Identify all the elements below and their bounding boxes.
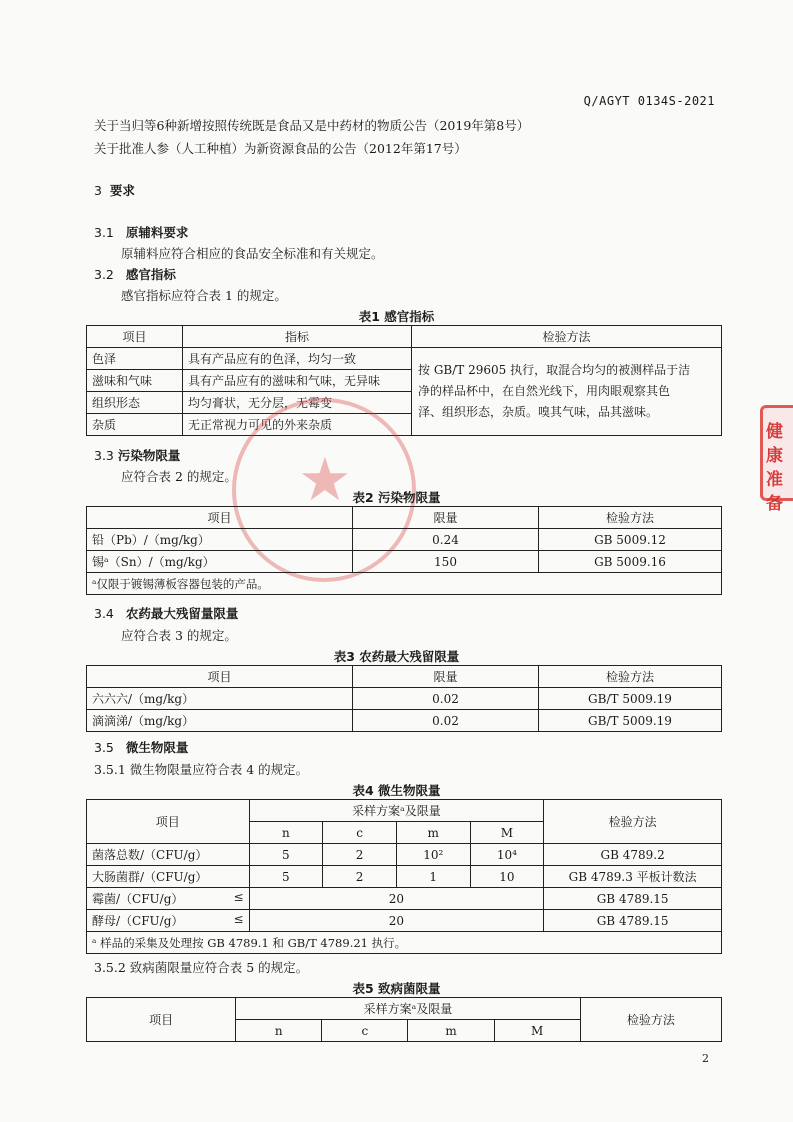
- table-header: 采样方案ᵃ及限量: [249, 800, 544, 822]
- table-header: 采样方案ᵃ及限量: [236, 998, 581, 1020]
- table-4-title: 表4 微生物限量: [352, 783, 441, 798]
- table-cell: 0.02: [353, 688, 539, 710]
- section-3-5-1-text: 3.5.1 微生物限量应符合表 4 的规定。: [94, 762, 309, 777]
- section-3-heading: [94, 181, 135, 199]
- section-number: 3.3: [94, 448, 114, 463]
- table-2-title: 表2 污染物限量: [352, 490, 441, 505]
- item-label: 霉菌/（CFU/g）: [92, 892, 184, 906]
- table-cell: 色泽: [87, 348, 183, 370]
- table-cell: 滋味和气味: [87, 370, 183, 392]
- section-number: 3.4: [94, 606, 114, 621]
- section-3-1-heading: [94, 223, 188, 241]
- table-cell: GB 4789.15: [544, 910, 722, 932]
- section-title: 农药最大残留量限量: [125, 606, 239, 621]
- table-5-title: 表5 致病菌限量: [352, 981, 441, 996]
- table-cell: GB/T 5009.19: [539, 710, 722, 732]
- reference-line: 关于当归等6种新增按照传统既是食品又是中药材的物质公告（2019年第8号）: [94, 118, 530, 133]
- stamp-star-icon: ★: [298, 445, 352, 515]
- table-subheader: M: [494, 1020, 580, 1042]
- table-cell: 0.24: [353, 529, 539, 551]
- table-cell: 菌落总数/（CFU/g）: [87, 844, 250, 866]
- section-3-1-text: 原辅料应符合相应的食品安全标准和有关规定。: [121, 246, 384, 261]
- table-subheader: c: [323, 822, 397, 844]
- section-number: 3.1: [94, 225, 114, 240]
- table-3: [86, 665, 722, 732]
- method-line: 泽、组织形态，杂质。嗅其气味，品其滋味。: [418, 405, 659, 419]
- table-cell: 10⁴: [470, 844, 544, 866]
- table-cell: GB 5009.12: [539, 529, 722, 551]
- table-cell: [87, 888, 250, 910]
- method-line: 净的样品杯中，在自然光线下，用肉眼观察其色: [418, 384, 671, 398]
- table-row: [87, 910, 722, 932]
- table-cell: 1: [396, 866, 470, 888]
- table-header: 项目: [87, 800, 250, 844]
- section-3-3-text: 应符合表 2 的规定。: [121, 469, 237, 484]
- table-cell: 无正常视力可见的外来杂质: [183, 414, 412, 436]
- table-cell: 5: [249, 844, 323, 866]
- table-1-title: 表1 感官指标: [358, 309, 435, 324]
- table-cell: 0.02: [353, 710, 539, 732]
- section-3-4-heading: [94, 604, 238, 622]
- table-cell: 150: [353, 551, 539, 573]
- table-cell: 锡ᵃ（Sn）/（mg/kg）: [87, 551, 353, 573]
- table-cell: 10: [470, 866, 544, 888]
- table-header: 项目: [87, 998, 236, 1042]
- table-header: 项目: [87, 326, 183, 348]
- table-header: 检验方法: [544, 800, 722, 844]
- table-note: ᵃ仅限于镀锡薄板容器包装的产品。: [87, 573, 722, 595]
- table-header: 检验方法: [539, 507, 722, 529]
- table-subheader: c: [322, 1020, 408, 1042]
- table-cell: 铅（Pb）/（mg/kg）: [87, 529, 353, 551]
- seal-text: 健康 准备: [766, 422, 783, 514]
- table-cell: 20: [249, 910, 544, 932]
- table-header: 项目: [87, 666, 353, 688]
- section-title: 污染物限量: [117, 448, 181, 463]
- table-row: [87, 688, 722, 710]
- table-4: [86, 799, 722, 954]
- section-number: 3.2: [94, 267, 114, 282]
- section-3-2-text: 感官指标应符合表 1 的规定。: [121, 288, 287, 303]
- table-cell: 六六六/（mg/kg）: [87, 688, 353, 710]
- section-3-4-text: 应符合表 3 的规定。: [121, 628, 237, 643]
- table-row: [87, 866, 722, 888]
- table-header: 限量: [353, 507, 539, 529]
- table-cell: 杂质: [87, 414, 183, 436]
- section-3-3-heading: [94, 446, 180, 464]
- table-cell: GB 4789.2: [544, 844, 722, 866]
- section-title: 原辅料要求: [125, 225, 189, 240]
- table-subheader: m: [408, 1020, 494, 1042]
- reference-line: 关于批准人参（人工种植）为新资源食品的公告（2012年第17号）: [94, 141, 467, 156]
- table-1: [86, 325, 722, 436]
- table-subheader: n: [249, 822, 323, 844]
- table-cell: 5: [249, 866, 323, 888]
- table-header: 检验方法: [412, 326, 722, 348]
- table-header: 检验方法: [580, 998, 721, 1042]
- table-header: 限量: [353, 666, 539, 688]
- table-cell: 10²: [396, 844, 470, 866]
- table-2: [86, 506, 722, 595]
- table-cell: GB 4789.15: [544, 888, 722, 910]
- table-note: ᵃ 样品的采集及处理按 GB 4789.1 和 GB/T 4789.21 执行。: [87, 932, 722, 954]
- table-row: [87, 348, 722, 370]
- comparison-operator: ≤: [233, 912, 244, 926]
- page-number: 2: [702, 1052, 709, 1065]
- section-3-2-heading: [94, 265, 176, 283]
- table-row: [87, 844, 722, 866]
- table-cell: 组织形态: [87, 392, 183, 414]
- table-cell: 20: [249, 888, 544, 910]
- method-line: 按 GB/T 29605 执行，取混合均匀的被测样品于洁: [418, 363, 691, 377]
- table-cell: 均匀膏状，无分层，无霉变: [183, 392, 412, 414]
- item-label: 酵母/（CFU/g）: [92, 914, 184, 928]
- standard-code: Q/AGYT 0134S-2021: [583, 94, 715, 108]
- section-title: 要求: [109, 183, 135, 198]
- table-header: 项目: [87, 507, 353, 529]
- table-cell: 2: [323, 844, 397, 866]
- table-cell: GB/T 5009.19: [539, 688, 722, 710]
- table-cell: 具有产品应有的色泽，均匀一致: [183, 348, 412, 370]
- table-3-title: 表3 农药最大残留限量: [333, 649, 460, 664]
- section-3-5-2-text: 3.5.2 致病菌限量应符合表 5 的规定。: [94, 960, 309, 975]
- table-row: [87, 529, 722, 551]
- table-header: 检验方法: [539, 666, 722, 688]
- section-3-5-heading: [94, 738, 188, 756]
- table-cell: GB 4789.3 平板计数法: [544, 866, 722, 888]
- table-cell: 具有产品应有的滋味和气味，无异味: [183, 370, 412, 392]
- table-row: [87, 710, 722, 732]
- table-row: [87, 551, 722, 573]
- table-subheader: m: [396, 822, 470, 844]
- table-cell: 滴滴涕/（mg/kg）: [87, 710, 353, 732]
- section-number: 3.5: [94, 740, 114, 755]
- table-5: [86, 997, 722, 1042]
- section-title: 感官指标: [125, 267, 176, 282]
- section-number: 3: [94, 183, 102, 198]
- method-cell: [412, 348, 722, 436]
- table-cell: GB 5009.16: [539, 551, 722, 573]
- table-cell: [87, 910, 250, 932]
- table-row: [87, 888, 722, 910]
- table-cell: 大肠菌群/（CFU/g）: [87, 866, 250, 888]
- comparison-operator: ≤: [233, 890, 244, 904]
- table-header: 指标: [183, 326, 412, 348]
- section-title: 微生物限量: [125, 740, 189, 755]
- table-subheader: n: [236, 1020, 322, 1042]
- table-subheader: M: [470, 822, 544, 844]
- table-cell: 2: [323, 866, 397, 888]
